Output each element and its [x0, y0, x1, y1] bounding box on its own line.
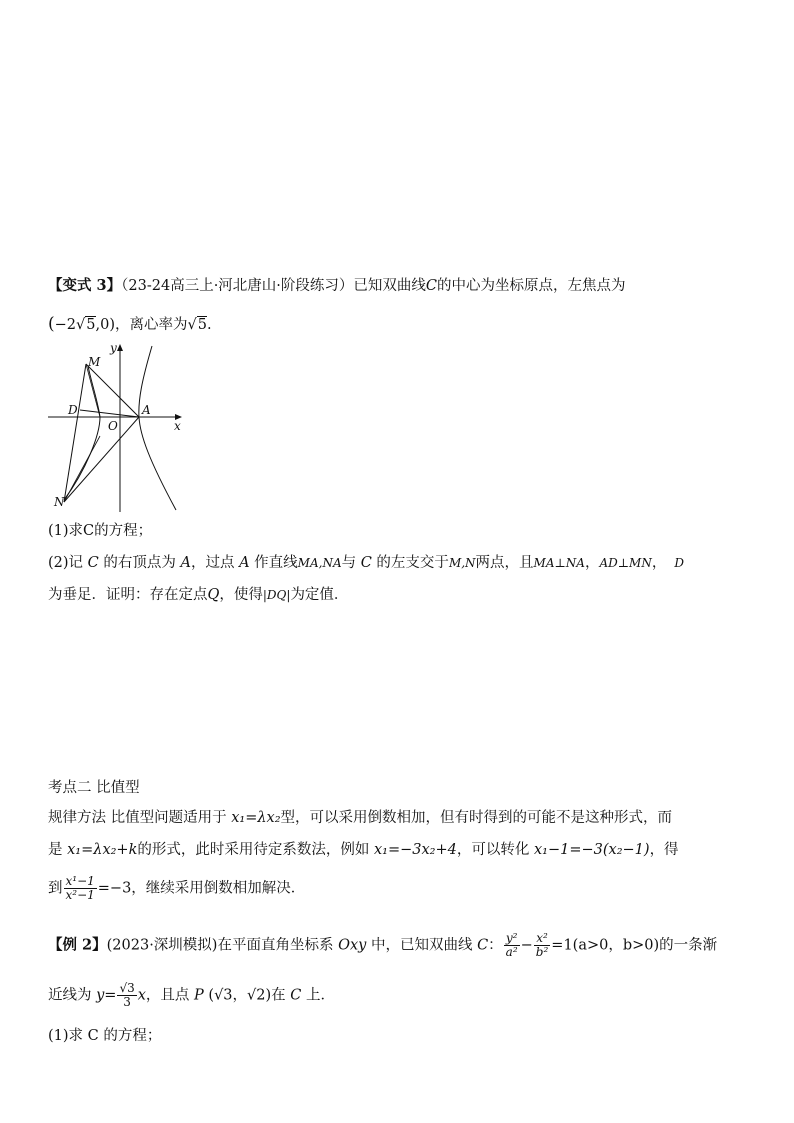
- sqrt-sign: √: [187, 317, 197, 333]
- curve-name: C: [87, 555, 99, 571]
- fraction-denominator: x²−1: [65, 888, 95, 902]
- example2-text: 近线为: [48, 987, 97, 1004]
- label-N: N: [54, 495, 65, 509]
- point-A: A: [180, 555, 191, 571]
- label-M: M: [88, 355, 101, 369]
- fraction-y2-a2: [504, 932, 520, 959]
- example2-text: 上．: [301, 987, 335, 1004]
- comma: ，: [584, 555, 600, 571]
- example2-text: 在: [271, 987, 291, 1004]
- example2-label: 【例 2】: [48, 936, 107, 954]
- colon: ：: [488, 937, 503, 954]
- point2-rule-line2: [48, 840, 679, 860]
- eccentricity-text: ，离心率为: [115, 317, 188, 333]
- coordinate-system: Oxy: [338, 937, 367, 954]
- variant3-q1: (1)求C的方程；: [48, 523, 153, 539]
- variant3-label: 【变式 3】: [48, 277, 122, 294]
- q2-text: 与: [341, 555, 361, 571]
- rule-example2: x₁−1=−3(x₂−1): [533, 842, 650, 858]
- fraction-denominator: 3: [123, 995, 131, 1009]
- point2-heading: 考点二 比值型: [48, 780, 140, 796]
- fraction-sqrt3-3: [117, 982, 136, 1009]
- example2-source: (2023·深圳模拟): [106, 937, 218, 954]
- point2-rule-line3: [48, 875, 305, 902]
- q2-text: 为垂足．证明：存在定点: [48, 587, 208, 603]
- focus-coeff: −2: [54, 317, 77, 333]
- rule-text: 到: [48, 880, 63, 897]
- q2-text: 为定值．: [290, 587, 349, 603]
- distance-DQ: |DQ|: [262, 588, 291, 602]
- rule-example: x₁=−3x₂+4: [373, 842, 457, 858]
- fraction-numerator: y²: [504, 932, 520, 946]
- hyperbola-right-branch: [139, 346, 176, 510]
- perp-MA-NA: MA⊥NA: [533, 556, 585, 570]
- points-M-N: M,N: [448, 556, 476, 570]
- fraction-denominator: a²: [505, 945, 518, 959]
- q2-text: 的右顶点为: [98, 555, 181, 571]
- y-axis-arrow: [117, 344, 123, 351]
- example2-line1: [48, 932, 717, 959]
- fraction-numerator: √3: [119, 981, 135, 995]
- q2-text: ，过点: [190, 555, 240, 571]
- asymptote-lhs: y=: [96, 987, 117, 1004]
- rule-expression: x₁=λx₂+k: [67, 842, 138, 858]
- perp-AD-MN: AD⊥MN: [599, 556, 652, 570]
- point-P: P: [194, 987, 204, 1004]
- q2-text: ，使得: [219, 587, 263, 603]
- point2-rule-line1: [48, 808, 672, 828]
- fraction-x2-b2: [534, 932, 551, 959]
- rule-text: ，可以转化: [456, 842, 534, 858]
- rule-expression: x₁=λx₂: [231, 810, 281, 826]
- rule-text: 的形式，此时采用待定系数法，例如: [137, 842, 374, 858]
- variant3-q2-line1: [48, 553, 684, 573]
- ratio-fraction: [64, 875, 97, 902]
- ecc-radicand: 5: [197, 317, 207, 333]
- lines-MA-NA: MA,NA: [297, 556, 342, 570]
- focus-radicand: 5: [86, 317, 96, 333]
- variant3-focus-line: [48, 314, 212, 335]
- fraction-numerator: x²: [534, 932, 551, 946]
- q2-text: (2)记: [48, 555, 88, 571]
- curve-name: C: [477, 937, 489, 954]
- point-D: D: [674, 556, 684, 570]
- label-A: A: [142, 403, 151, 417]
- example2-text: 在平面直角坐标系: [217, 937, 339, 954]
- fraction-numerator: x¹−1: [65, 874, 95, 888]
- label-D: D: [68, 403, 78, 417]
- variant3-stem: [48, 276, 626, 296]
- label-x: x: [174, 419, 181, 433]
- rule-text: =−3，继续采用倒数相加解决．: [97, 880, 306, 897]
- segment-MF: [86, 364, 100, 417]
- label-y: y: [110, 341, 117, 355]
- point-A: A: [239, 555, 250, 571]
- variant3-source: （23-24高三上·河北唐山·阶段练习）: [121, 278, 354, 294]
- comma: ，: [651, 555, 667, 571]
- period: .: [206, 317, 212, 333]
- equation-tail: =1(a>0，b>0)的一条渐: [551, 937, 718, 954]
- hyperbola-figure: [44, 340, 194, 518]
- label-O: O: [108, 419, 118, 433]
- focus-close: ,0): [95, 317, 115, 333]
- curve-name: C: [290, 987, 302, 1004]
- segment-AD: [80, 410, 139, 417]
- point-P-coords: (√3，√2): [203, 987, 272, 1004]
- example2-q1: (1)求 C 的方程；: [48, 1028, 162, 1044]
- q2-text: 两点，且: [475, 555, 534, 571]
- rule-text: ，得: [649, 842, 679, 858]
- variable-x: x: [137, 987, 146, 1004]
- curve-name: C: [360, 555, 372, 571]
- rule-text: 型，可以采用倒数相加，但有时得到的可能不是这种形式，而: [280, 810, 673, 826]
- example2-text: ，且点: [145, 987, 195, 1004]
- sqrt-sign: √: [76, 317, 86, 333]
- example2-line2: [48, 982, 335, 1009]
- q2-text: 作直线: [249, 555, 298, 571]
- rule-text: 是: [48, 842, 68, 858]
- minus-sign: −: [520, 937, 533, 954]
- curve-name: C: [425, 278, 438, 294]
- stem-text: 已知双曲线: [353, 278, 426, 294]
- rule-text: 规律方法 比值型问题适用于: [48, 810, 232, 826]
- variant3-q2-line2: [48, 585, 348, 605]
- q2-text: 的左支交于: [371, 555, 449, 571]
- example2-text: 中，已知双曲线: [366, 937, 478, 954]
- fraction-denominator: b²: [535, 945, 549, 959]
- stem-text: 的中心为坐标原点，左焦点为: [437, 278, 626, 294]
- point-Q: Q: [207, 587, 220, 603]
- paren: (: [48, 314, 55, 334]
